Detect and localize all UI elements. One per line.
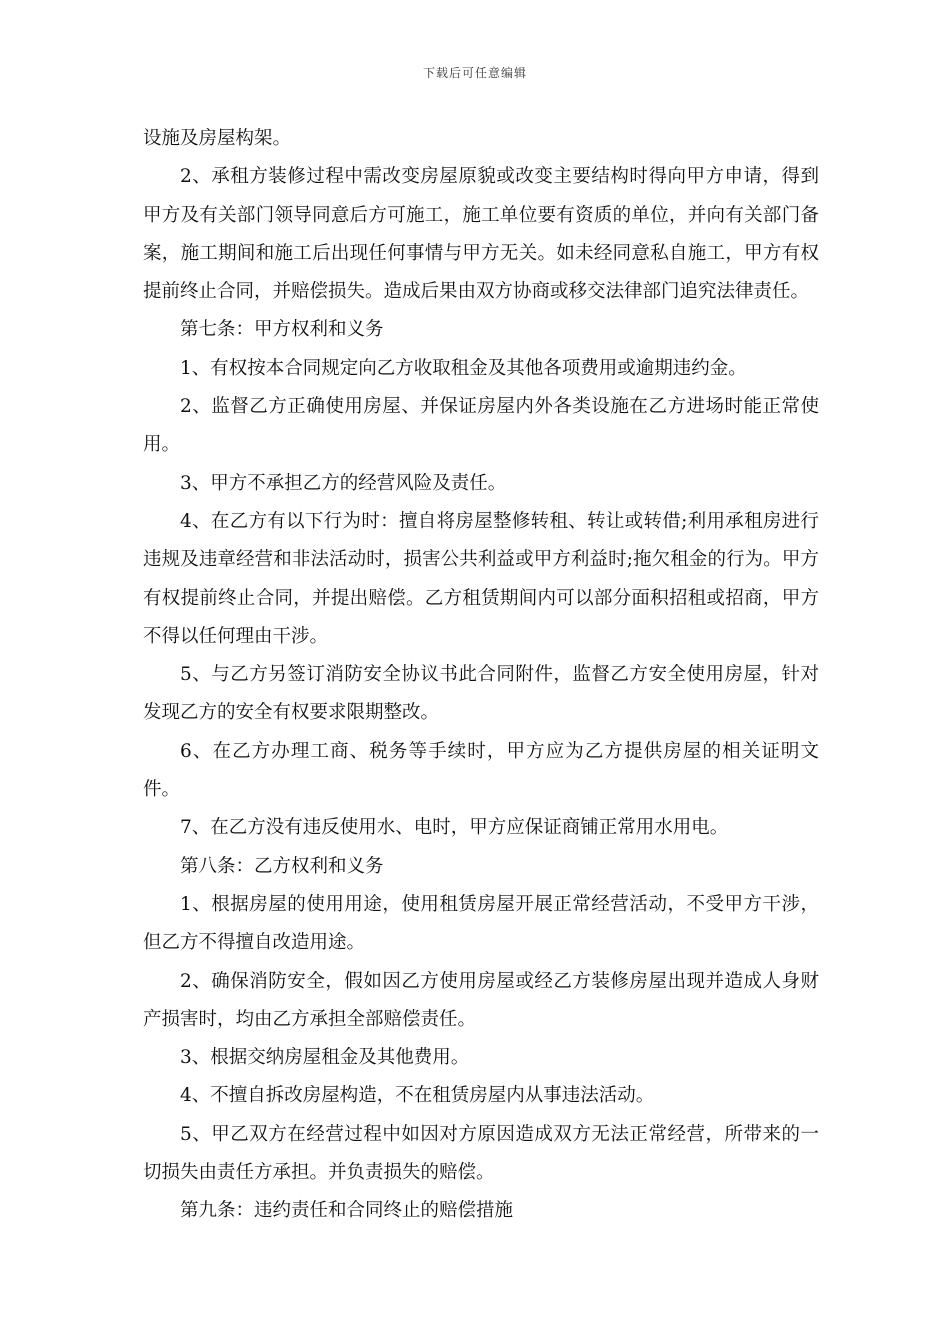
article-7-item-6: 6、在乙方办理工商、税务等手续时，甲方应为乙方提供房屋的相关证明文件。	[143, 740, 819, 801]
paragraph-continuation: 设施及房屋构架。	[143, 128, 292, 149]
article-7-item-1: 1、有权按本合同规定向乙方收取租金及其他各项费用或逾期违约金。	[180, 357, 747, 379]
article-7-heading: 第七条：甲方权利和义务	[180, 319, 384, 341]
document-body	[143, 120, 819, 1231]
article-7-item-2: 2、监督乙方正确使用房屋、并保证房屋内外各类设施在乙方进场时能正常使用。	[143, 396, 819, 456]
article-8-item-3: 3、根据交纳房屋租金及其他费用。	[180, 1047, 470, 1069]
article-9-heading: 第九条：违约责任和合同终止的赔偿措施	[180, 1200, 514, 1222]
article-8-item-1: 1、根据房屋的使用用途，使用租赁房屋开展正常经营活动，不受甲方干涉，但乙方不得擅自改造用途。	[143, 893, 819, 954]
article-8-heading: 第八条：乙方权利和义务	[180, 855, 384, 877]
paragraph-renovation: 2、承租方装修过程中需改变房屋原貌或改变主要结构时得向甲方申请，得到甲方及有关部门领导同意后方可施工，施工单位要有资质的单位，并向有关部门备案，施工期间和施工后出现任何事情与甲方无关。如未经同意私自施工，甲方有权提前终止合同，并赔偿损失。造成后果由双方协商或移交法律部门追究法律责任。	[143, 166, 819, 303]
article-7-item-5: 5、与乙方另签订消防安全协议书此合同附件，监督乙方安全使用房屋，针对发现乙方的安全有权要求限期整改。	[143, 664, 819, 724]
article-8-item-2: 2、确保消防安全，假如因乙方使用房屋或经乙方装修房屋出现并造成人身财产损害时，均由乙方承担全部赔偿责任。	[143, 970, 819, 1030]
page-header: 下载后可任意编辑	[422, 66, 527, 80]
article-8-item-5: 5、甲乙双方在经营过程中如因对方原因造成双方无法正常经营，所带来的一切损失由责任方承担。并负责损失的赔偿。	[143, 1123, 819, 1184]
article-7-item-3: 3、甲方不承担乙方的经营风险及责任。	[180, 472, 507, 494]
article-8-item-4: 4、不擅自拆改房屋构造，不在租赁房屋内从事违法活动。	[180, 1085, 655, 1107]
article-7-item-4: 4、在乙方有以下行为时：擅自将房屋整修转租、转让或转借;利用承租房进行违规及违章经营和非法活动时，损害公共利益或甲方利益时;拖欠租金的行为。甲方有权提前终止合同，并提出赔偿。乙方租赁期间内可以部分面积招租或招商，甲方不得以任何理由干涉。	[143, 510, 819, 647]
article-7-item-7: 7、在乙方没有违反使用水、电时，甲方应保证商铺正常用水用电。	[180, 817, 729, 839]
